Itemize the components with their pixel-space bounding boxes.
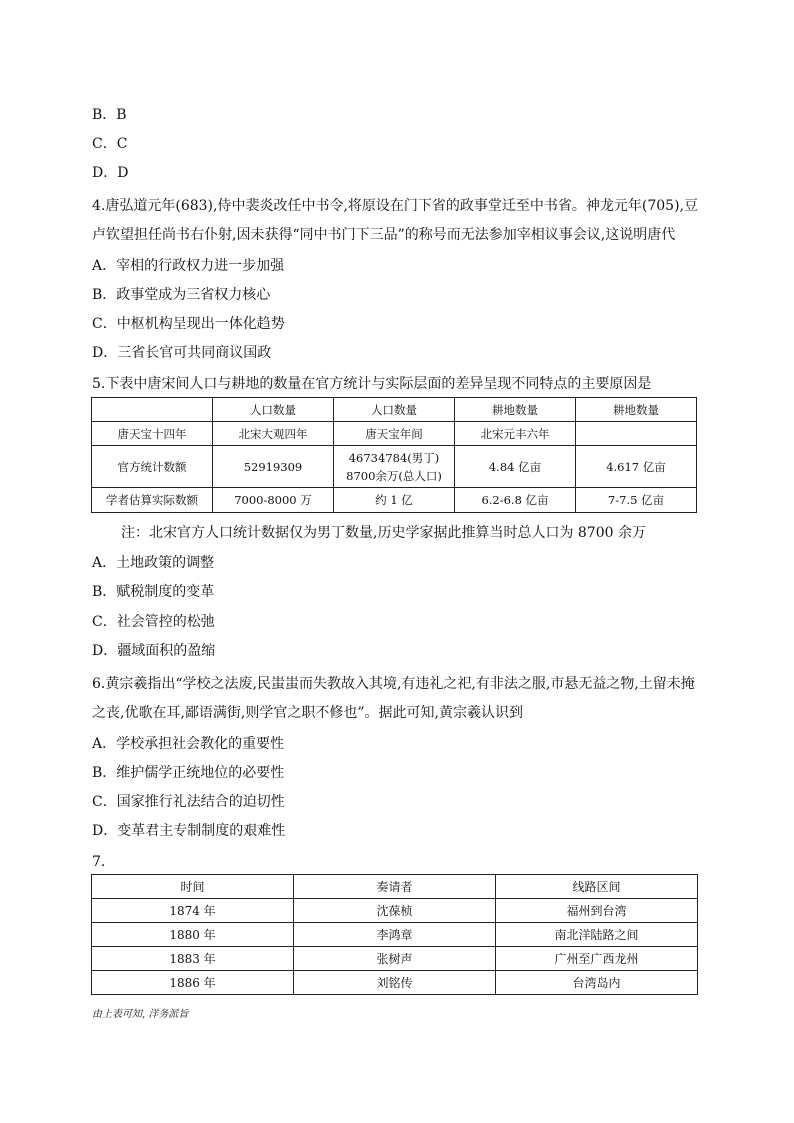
option-c-prev: C．C [92, 136, 128, 152]
table-row [92, 488, 697, 513]
q4-option-b: B．政事堂成为三省权力核心 [92, 287, 271, 303]
table-cell: 线路区间 [496, 875, 698, 899]
q6-option-c: C．国家推行礼法结合的迫切性 [92, 794, 285, 810]
table-cell: 46734784(男丁) 8700余万(总人口) [334, 446, 455, 488]
q5-note: 注：北宋官方人口统计数据仅为男丁数量,历史学家据此推算当时总人口为 8700 余万 [121, 525, 646, 541]
table-row [92, 971, 698, 995]
table-cell: 1883 年 [92, 947, 294, 971]
table-cell: 北宋大观四年 [213, 422, 334, 446]
table-cell: 台湾岛内 [496, 971, 698, 995]
q5-option-a: A．土地政策的调整 [92, 555, 215, 571]
table-cell: 约 1 亿 [334, 488, 455, 513]
table-header-row [92, 398, 697, 422]
table-cell: 刘铭传 [294, 971, 496, 995]
table-cell: 4.617 亿亩 [576, 446, 697, 488]
table-cell: 沈葆桢 [294, 899, 496, 923]
table-cell [576, 422, 697, 446]
q4-option-c: C．中枢机构呈现出一体化趋势 [92, 316, 285, 332]
table-cell [92, 398, 213, 422]
table-cell: 南北洋陆路之间 [496, 923, 698, 947]
table-cell: 广州至广西龙州 [496, 947, 698, 971]
table-cell: 时间 [92, 875, 294, 899]
table-cell: 7000-8000 万 [213, 488, 334, 513]
q7-table [91, 874, 698, 995]
table-row [92, 446, 697, 488]
table-cell: 张树声 [294, 947, 496, 971]
table-cell: 1886 年 [92, 971, 294, 995]
table-cell: 1880 年 [92, 923, 294, 947]
table-cell: 6.2-6.8 亿亩 [455, 488, 576, 513]
q5-option-b: B．赋税制度的变革 [92, 584, 215, 600]
q5-option-d: D．疆域面积的盈缩 [92, 643, 216, 659]
table-cell: 北宋元丰六年 [455, 422, 576, 446]
table-cell: 福州到台湾 [496, 899, 698, 923]
q7-number: 7. [92, 854, 106, 870]
q4-stem: 4.唐弘道元年(683),侍中裴炎改任中书令,将原设在门下省的政事堂迁至中书省。神龙元年(705),豆卢钦望担任尚书右仆射,因未获得“同中书门下三品”的称号而无法参加宰相议事会议,这说明唐代 [92, 198, 698, 243]
table-row [92, 422, 697, 446]
table-cell: 人口数量 [213, 398, 334, 422]
q6-stem: 6.黄宗羲指出“学校之法废,民蚩蚩而失教故入其境,有违礼之祀,有非法之服,市悬无益之物,土留未掩之丧,优歌在耳,鄙语满街,则学官之职不修也”。据此可知,黄宗羲认识到 [92, 676, 695, 721]
q5-stem: 5.下表中唐宋间人口与耕地的数量在官方统计与实际层面的差异呈现不同特点的主要原因是 [92, 376, 652, 392]
q4-option-d: D．三省长官可共同商议国政 [92, 345, 272, 361]
table-cell: 唐天宝十四年 [92, 422, 213, 446]
q7-trailing-text: 由上表可知, 洋务派旨 [92, 1009, 189, 1020]
q4-option-a: A．宰相的行政权力进一步加强 [92, 258, 285, 274]
table-cell: 奏请者 [294, 875, 496, 899]
table-cell: 52919309 [213, 446, 334, 488]
table-cell: 耕地数量 [576, 398, 697, 422]
q6-option-a: A．学校承担社会教化的重要性 [92, 736, 285, 752]
table-cell: 唐天宝年间 [334, 422, 455, 446]
table-cell: 人口数量 [334, 398, 455, 422]
table-cell: 1874 年 [92, 899, 294, 923]
table-row [92, 899, 698, 923]
q5-table [91, 397, 697, 513]
table-header-row [92, 875, 698, 899]
table-cell: 耕地数量 [455, 398, 576, 422]
table-cell: 7-7.5 亿亩 [576, 488, 697, 513]
option-d-prev: D．D [92, 165, 129, 181]
q5-option-c: C．社会管控的松弛 [92, 614, 215, 630]
table-row [92, 923, 698, 947]
option-b-prev: B．B [92, 107, 127, 123]
table-row [92, 947, 698, 971]
table-cell: 4.84 亿亩 [455, 446, 576, 488]
table-cell: 官方统计数额 [92, 446, 213, 488]
table-cell: 李鸿章 [294, 923, 496, 947]
q6-option-d: D．变革君主专制制度的艰难性 [92, 823, 286, 839]
q6-option-b: B．维护儒学正统地位的必要性 [92, 765, 285, 781]
table-cell: 学者估算实际数额 [92, 488, 213, 513]
